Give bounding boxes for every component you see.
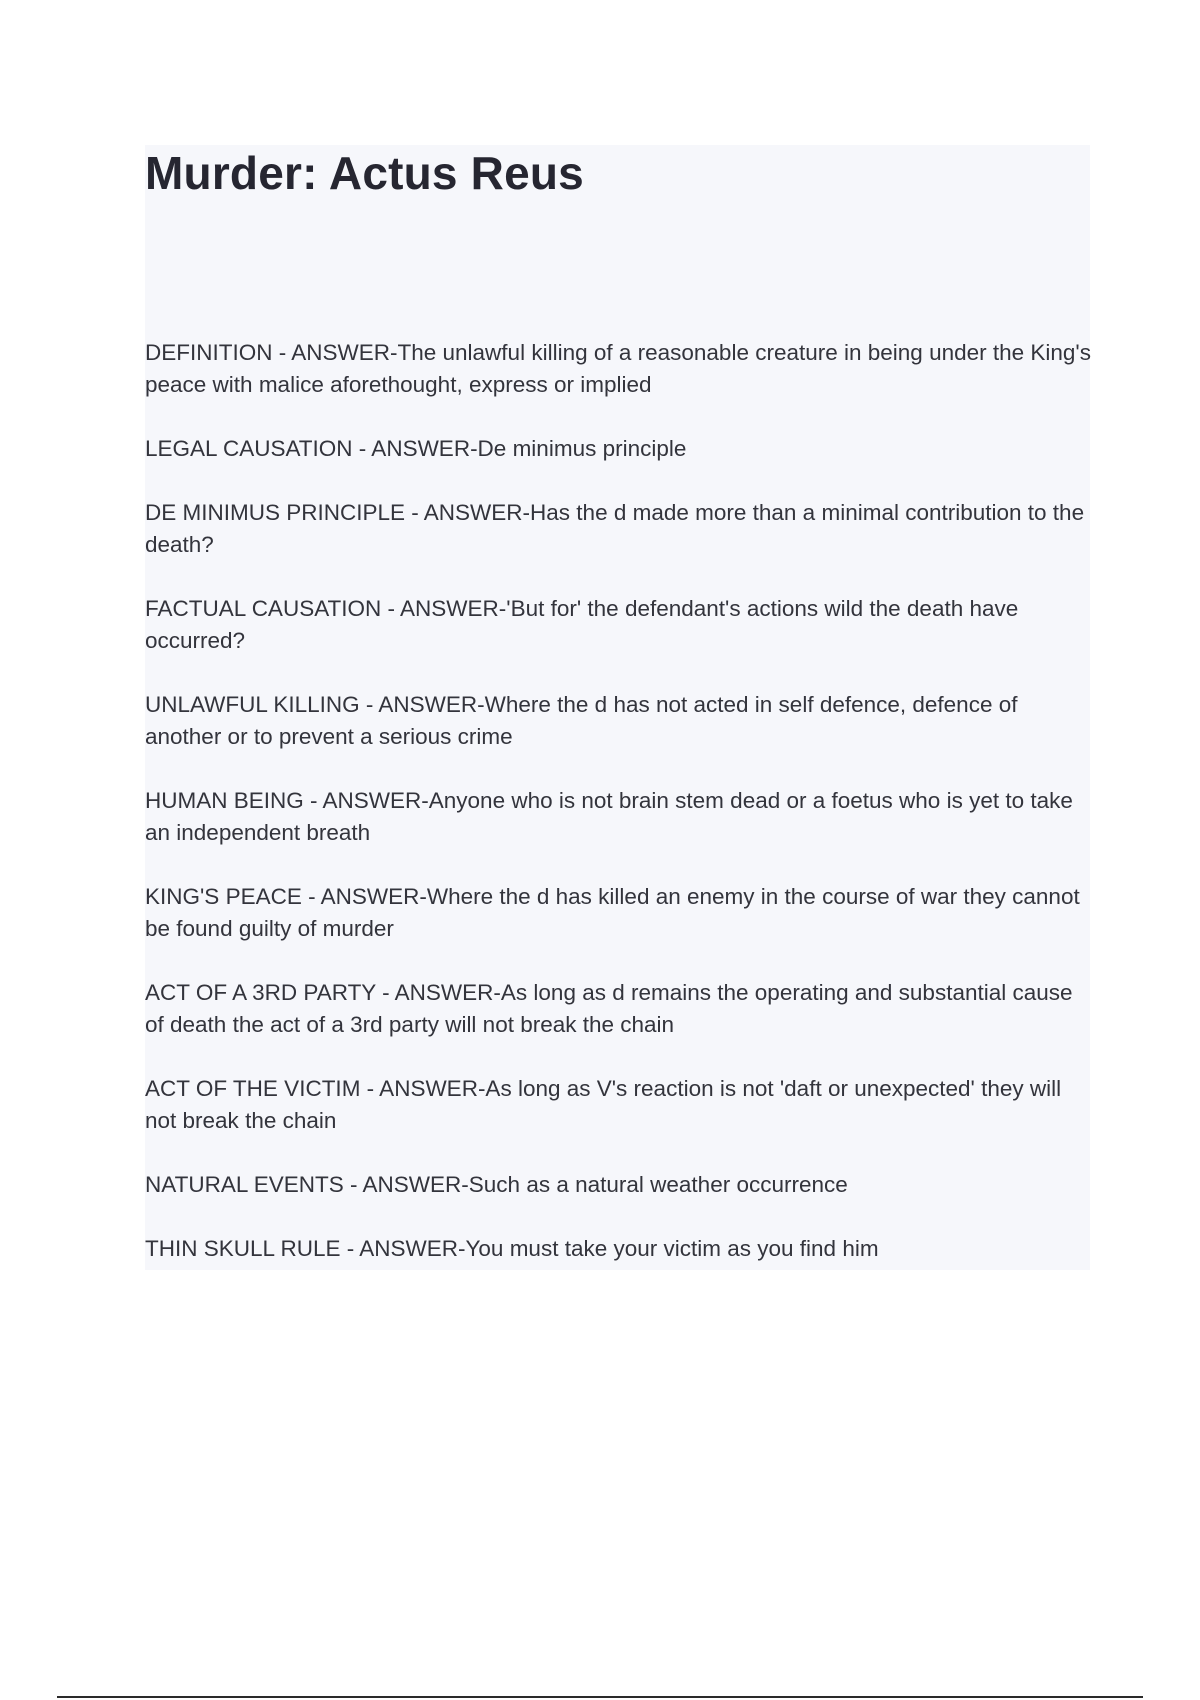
- list-item: NATURAL EVENTS - ANSWER-Such as a natural weather occurrence: [145, 1172, 848, 1197]
- list-item: FACTUAL CAUSATION - ANSWER-'But for' the defendant's actions wild the death have occurred?: [145, 596, 1019, 653]
- entry-list: [145, 337, 1095, 1297]
- list-item: ACT OF A 3RD PARTY - ANSWER-As long as d remains the operating and substantial cause of death the act of a 3rd party will not break the chain: [145, 980, 1073, 1037]
- list-item: HUMAN BEING - ANSWER-Anyone who is not brain stem dead or a foetus who is yet to take an independent breath: [145, 788, 1073, 845]
- list-item: LEGAL CAUSATION - ANSWER-De minimus principle: [145, 436, 687, 461]
- list-item: DE MINIMUS PRINCIPLE - ANSWER-Has the d made more than a minimal contribution to the death?: [145, 500, 1085, 557]
- page-title: Murder: Actus Reus: [145, 147, 584, 199]
- list-item: UNLAWFUL KILLING - ANSWER-Where the d has not acted in self defence, defence of another or to prevent a serious crime: [145, 692, 1018, 749]
- list-item: THIN SKULL RULE - ANSWER-You must take your victim as you find him: [145, 1236, 879, 1261]
- list-item: ACT OF THE VICTIM - ANSWER-As long as V's reaction is not 'daft or unexpected' they will not break the chain: [145, 1076, 1062, 1133]
- list-item: DEFINITION - ANSWER-The unlawful killing of a reasonable creature in being under the King's peace with malice aforethought, express or implied: [145, 340, 1091, 397]
- footer-divider: [57, 1696, 1143, 1698]
- list-item: KING'S PEACE - ANSWER-Where the d has killed an enemy in the course of war they cannot be found guilty of murder: [145, 884, 1080, 941]
